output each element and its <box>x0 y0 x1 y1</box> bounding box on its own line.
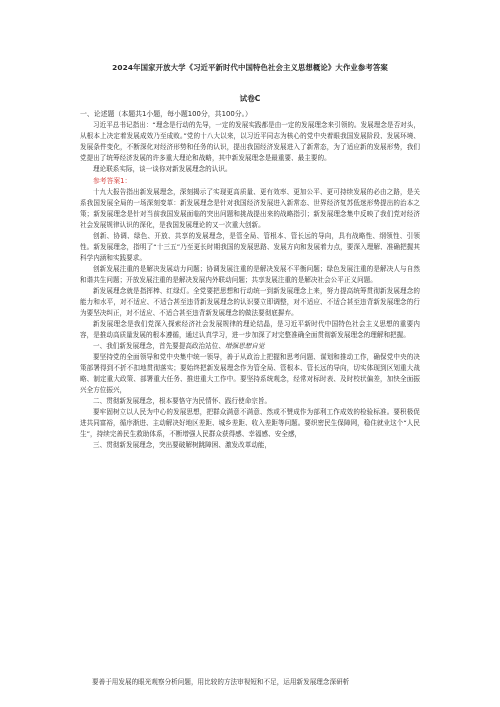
answer-label: 参考答案1： <box>93 177 132 185</box>
answer-paragraph: 要坚持党的全面领导和党中央集中统一领导，善于从政治上把握和思考问题、谋划和推动工作，确保党中央的决策部署得到不折不扣地贯彻落实；要始终把新发展理念作为管全局、管根本、管长远的导向，切实体现到区划重大战略、制定重大政策、部署重大任务、推进重大工作中。要坚持系统观念，经常对标时表、及时校状偏差，加快全面振兴全方位振兴， <box>80 353 420 394</box>
exam-label: 试卷C <box>239 94 261 103</box>
document-title: 2024年国家开放大学《习近平新时代中国特色社会主义思想概论》大作业参考答案 <box>112 63 388 72</box>
point-1-emphasis: 增强思想自觉 <box>224 342 265 350</box>
answer-paragraph: 十九大报告指出新发展理念，深刻揭示了实现更高质量、更有效率、更加公平、更可持续发展的必由之路，是关系我国发展全局的一场深刻变革：新发展理念是针对我国经济发展进入新常态、世界经济复苏低迷形势提出的治本之策；新发展理念是针对当前我国发展面临的突出问题和挑战提出来的战略指引；新发展理念集中反映了我们党对经济社会发展规律认识的深化，是我国发展理论的又一次重大创新。 <box>80 188 420 229</box>
answer-paragraph: 新发展理念是我们党深入探索经济社会发展规律的理论结晶，是习近平新时代中国特色社会主义思想的重要内容，是推动高质量发展的根本遵循，通过认真学习，进一步加深了对完整准确全面贯彻新发展理念的理解和把握。 <box>80 320 420 339</box>
point-heading-3: 三、贯彻新发展理念，突出要破解树跳障困、激发改革动能， <box>93 441 272 449</box>
answer-paragraph: 创新发展注重的是解决发展动力问题；协调发展注重的是解决发展不平衡问题；绿色发展注重的是解决人与自然和谐共生问题；开放发展注重的是解决发展内外联动问题；共享发展注重的是解决社会公平正义问题。 <box>80 265 420 284</box>
point-1-lead: 一、我们新发展理念，首先要提高政治站位、 <box>93 342 225 350</box>
answer-paragraph: 创新、协调、绿色、开放、共享的发展理念，是管全局、管根本、管长远的导向，具有战略性、纲领性、引领性。新发展理念，指明了“十三五”乃至更长时期我国的发展思路、发展方向和发展着力点，要深入理解、准确把握其科学内涵和实践要求。 <box>80 232 420 262</box>
section-heading: 一、论述题（本题共1小题，每小题100分，共100分。） <box>80 110 252 118</box>
question-prompt: 理论联系实际，谈一谈你对新发展理念的认识。 <box>93 165 232 173</box>
answer-paragraph: 新发展理念就是指挥棒、红绿灯。全党要把思想和行动统一到新发展理念上来，努力提高统筹贯彻新发展理念的能力和水平，对不适应、不适合甚至违背新发展理念的认识要立即调整，对不适应、不适合甚至违背新发展理念的行为要坚决纠正，对不适应、不适合甚至违背新发展理念的做法要彻底摒弃。 <box>80 287 420 317</box>
answer-paragraph: 要牢固树立以人民为中心的发展思想，把群众满意不满意、然或不赞成作为部利工作成效的检验标准。要积极促进共同富裕，循序渐进、主动解决好地区差距、城乡差距、收入差距等问题。要织密民生保障网，稳住就业这个“人民生”，持续完善民生救助体系，不断增强人民群众获得感、幸福感、安全感， <box>80 408 420 438</box>
point-heading-1 <box>80 341 420 352</box>
bottom-line: 要善于用发展的眼光观察分析问题，用比较的方法审视短和不足，运用新发展理念深研析 <box>92 678 350 686</box>
question-paragraph: 习近平总书记指出：“理念是行动的先导，一定的发展实践都是由一定的发展理念来引领的。发展理念是否对头，从根本上决定着发展成效乃至成败。”党的十八大以来，以习近平同志为核心的党中央着眼我国发展阶段、发展环境、发展条件变化，不断深化对经济形势和任务的认识，提出我国经济发展进入了新常态，为了适应新的发展形势，我们党提出了统筹经济发展的许多重大理论和战略，其中新发展理念是最重要、最主要的。 <box>80 121 420 162</box>
point-heading-2: 二、贯彻新发展理念，根本要恪守为民情怀、践行使命宗旨。 <box>93 397 272 405</box>
